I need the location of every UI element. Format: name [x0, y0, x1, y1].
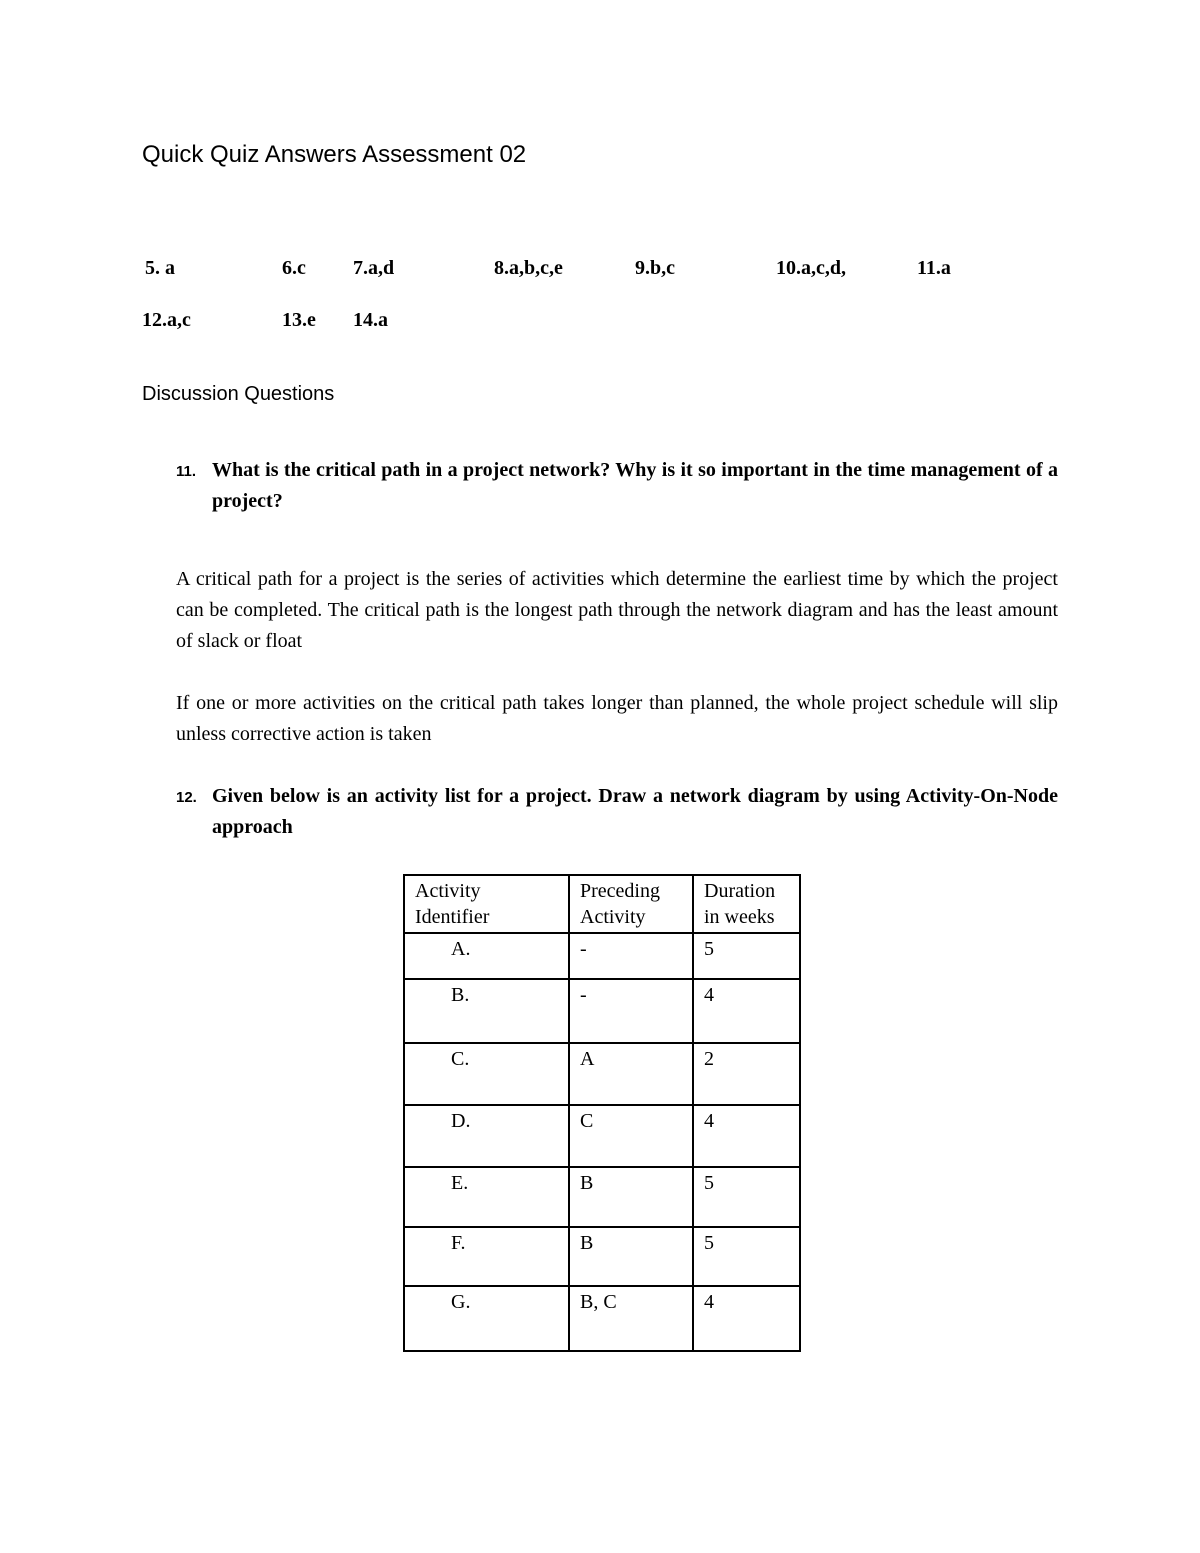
activity-id-cell: E.	[404, 1167, 569, 1227]
answer-q10: 10.a,c,d,	[776, 257, 846, 279]
answer-q9: 9.b,c	[635, 257, 675, 279]
duration-cell: 2	[693, 1043, 800, 1105]
table-row	[404, 1043, 800, 1105]
header-activity-identifier	[404, 875, 569, 933]
question-12-number: 12.	[176, 789, 197, 806]
header-cell-line: Preceding	[580, 880, 660, 902]
answer-q11: 11.a	[917, 257, 951, 279]
activity-id-cell: C.	[404, 1043, 569, 1105]
header-cell-line: Duration	[704, 880, 776, 902]
table-row	[404, 1105, 800, 1167]
duration-cell: 4	[693, 1105, 800, 1167]
header-duration	[693, 875, 800, 933]
preceding-cell: -	[569, 979, 693, 1043]
discussion-heading: Discussion Questions	[142, 383, 335, 405]
activity-id-cell: D.	[404, 1105, 569, 1167]
activity-id-cell: B.	[404, 979, 569, 1043]
answer-q8: 8.a,b,c,e	[494, 257, 563, 279]
activity-id-cell: A.	[404, 933, 569, 979]
header-cell-line: Identifier	[415, 906, 490, 928]
table-row	[404, 979, 800, 1043]
table-row	[404, 1167, 800, 1227]
preceding-cell: C	[569, 1105, 693, 1167]
question-11-text: What is the critical path in a project network? Why is it so important in the time management of a project?	[212, 459, 1058, 512]
question-12-text: Given below is an activity list for a project. Draw a network diagram by using Activity-On-Node approach	[212, 785, 1058, 838]
duration-cell: 4	[693, 979, 800, 1043]
preceding-cell: -	[569, 933, 693, 979]
header-preceding-activity	[569, 875, 693, 933]
header-cell-line: Activity	[580, 906, 646, 928]
answer-q7: 7.a,d	[353, 257, 395, 279]
header-cell-line: Activity	[415, 880, 481, 902]
duration-cell: 4	[693, 1286, 800, 1351]
answer-q6: 6.c	[282, 257, 306, 279]
table-row	[404, 1227, 800, 1286]
preceding-cell: B	[569, 1227, 693, 1286]
table-header-row	[404, 875, 800, 933]
answer-q5: 5. a	[145, 257, 175, 279]
header-cell-line: in weeks	[704, 906, 775, 928]
preceding-cell: B, C	[569, 1286, 693, 1351]
page-title: Quick Quiz Answers Assessment 02	[142, 141, 527, 168]
table-row	[404, 1286, 800, 1351]
preceding-cell: B	[569, 1167, 693, 1227]
activity-table	[403, 874, 801, 1352]
answer-q12: 12.a,c	[142, 309, 191, 331]
answer-q14: 14.a	[353, 309, 388, 331]
activity-id-cell: F.	[404, 1227, 569, 1286]
duration-cell: 5	[693, 933, 800, 979]
question-11-answer-paragraph-2: If one or more activities on the critical path takes longer than planned, the whole project schedule will slip unless corrective action is taken	[176, 692, 1058, 745]
answer-q13: 13.e	[282, 309, 316, 331]
preceding-cell: A	[569, 1043, 693, 1105]
question-11-number: 11.	[176, 463, 197, 480]
duration-cell: 5	[693, 1227, 800, 1286]
question-11-answer-paragraph-1: A critical path for a project is the series of activities which determine the earliest time by which the project can be completed. The critical path is the longest path through the network diagram and has the least amount of slack or float	[176, 568, 1058, 652]
duration-cell: 5	[693, 1167, 800, 1227]
activity-id-cell: G.	[404, 1286, 569, 1351]
table-row	[404, 933, 800, 979]
